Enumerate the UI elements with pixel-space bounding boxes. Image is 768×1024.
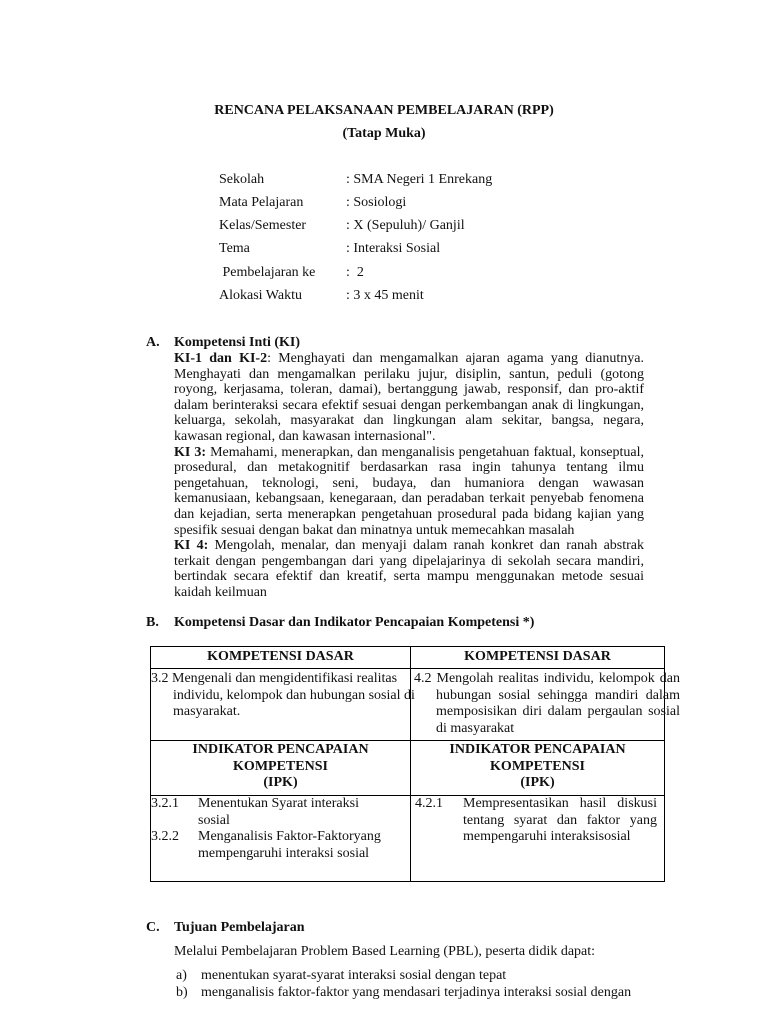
document-title: RENCANA PELAKSANAAN PEMBELAJARAN (RPP) — [214, 103, 554, 118]
ipk-number: 3.2.1 — [151, 796, 179, 811]
ipk-header-line: KOMPETENSI — [490, 758, 585, 774]
ipk-text: Mempresentasikan hasil diskusi tentang syarat dan faktor yang mempengaruhi interaksisosial — [463, 796, 657, 844]
ki-text: Mengolah, menalar, dan menyaji dalam ranah konkret dan ranah abstrak terkait dengan pengembangan dari yang dipelajarinya di sekolah secara mandiri, bertindak secara efektif dan kreatif, serta mampu menggunakan metode sesuai kaidah keilmuan — [174, 538, 645, 600]
section-title: Kompetensi Inti (KI) — [174, 335, 300, 350]
section-a-heading — [146, 335, 300, 351]
competency-table — [150, 646, 681, 882]
kd-text: Mengenali dan mengidentifikasi realitas individu, kelompok dan hubungan sosial di masyarakat. — [172, 671, 415, 719]
identity-label: Mata Pelajaran — [219, 195, 304, 210]
kd-number: 3.2 — [151, 671, 169, 686]
ipk-number: 3.2.2 — [151, 829, 179, 844]
ki-label: KI 3: — [174, 444, 207, 460]
identity-value: : SMA Negeri 1 Enrekang — [346, 172, 493, 187]
ki-text: : Menghayati dan mengamalkan ajaran agama yang dianutnya. Menghayati dan mengamalkan perilaku jujur, disiplin, santun, peduli (gotong royong, kerjasama, toleran, damai), bertanggung jawab, responsif, dan pro-aktif dalam berinteraksi secara efektif sesuai dengan perkembangan anak di lingkungan, keluarga, sekolah, masyarakat dan lingkungan alam sekitar, bangsa, negara, kawasan regional, dan kawasan internasional". — [174, 351, 644, 444]
section-c-heading — [146, 920, 305, 936]
identity-value: : 2 — [346, 265, 364, 280]
ki-3-paragraph — [174, 445, 644, 539]
kd-header-right: KOMPETENSI DASAR — [464, 649, 611, 664]
ipk-header-right — [411, 742, 664, 792]
identity-value: : X (Sepuluh)/ Ganjil — [346, 218, 465, 233]
ipk-number: 4.2.1 — [415, 796, 443, 811]
section-letter: B. — [146, 615, 159, 630]
ipk-left-item — [151, 829, 409, 862]
section-b-heading — [146, 615, 534, 631]
identity-label: Pembelajaran ke — [219, 265, 316, 280]
ipk-header-line: (IPK) — [263, 775, 298, 790]
section-letter: A. — [146, 335, 160, 350]
kd-text: Mengolah realitas individu, kelompok dan hubungan sosial sehingga mandiri dalam memposisikan diri dalam pergaulan sosial di masyarakat — [436, 671, 681, 736]
objective-item — [176, 985, 631, 1001]
ipk-text: Menentukan Syarat interaksi sosial — [198, 796, 359, 828]
ipk-header-line: INDIKATOR PENCAPAIAN — [449, 742, 626, 757]
objective-text: menentukan syarat-syarat interaksi sosial dengan tepat — [201, 968, 507, 983]
ipk-header-line: INDIKATOR PENCAPAIAN — [192, 742, 369, 757]
identity-value: : Sosiologi — [346, 195, 407, 210]
kd-left-cell — [151, 671, 429, 721]
objective-text: menganalisis faktor-faktor yang mendasari terjadinya interaksi sosial dengan — [201, 985, 632, 1000]
objective-item — [176, 968, 506, 984]
table-row-divider — [151, 740, 664, 741]
section-title: Tujuan Pembelajaran — [174, 920, 305, 935]
identity-label: Kelas/Semester — [219, 218, 307, 233]
ipk-header-line: KOMPETENSI — [233, 758, 328, 774]
identity-label: Sekolah — [219, 172, 265, 187]
objective-marker: b) — [176, 985, 188, 1000]
ipk-header-left — [151, 742, 410, 792]
ipk-left-item — [151, 796, 409, 829]
ipk-header-line: (IPK) — [520, 775, 555, 790]
objectives-intro: Melalui Pembelajaran Problem Based Learning (PBL), peserta didik dapat: — [174, 944, 596, 959]
kd-right-cell — [414, 671, 680, 737]
ipk-text: Menganalisis Faktor-Faktoryang mempengaruhi interaksi sosial — [198, 829, 381, 861]
table-row-divider — [151, 668, 664, 669]
document-subtitle: (Tatap Muka) — [342, 126, 426, 141]
section-title: Kompetensi Dasar dan Indikator Pencapaian Kompetensi *) — [174, 615, 535, 630]
objective-marker: a) — [176, 968, 187, 983]
ki-label: KI 4: — [174, 538, 209, 554]
section-a-body — [174, 351, 644, 601]
ipk-right-item — [415, 796, 661, 846]
identity-label: Alokasi Waktu — [219, 288, 302, 303]
identity-value: : 3 x 45 menit — [346, 288, 424, 303]
ki-4-paragraph — [174, 538, 644, 600]
ki-label: KI-1 dan KI-2 — [174, 351, 268, 366]
kd-number: 4.2 — [414, 671, 432, 686]
kd-header-left: KOMPETENSI DASAR — [207, 649, 354, 664]
identity-label: Tema — [219, 241, 250, 256]
section-letter: C. — [146, 920, 160, 935]
ki-1-2-paragraph — [174, 351, 644, 445]
ki-text: Memahami, menerapkan, dan menganalisis pengetahuan faktual, konseptual, prosedural, dan metakognitif berdasarkan rasa ingin tahunya tentang ilmu pengetahuan, teknologi, seni, budaya, dan humaniora dengan wawasan kemanusiaan, kebangsaan, kenegaraan, dan peradaban terkait penyebab fenomena dan kejadian, serta menerapkan pengetahuan prosedural pada bidang kajian yang spesifik sesuai dengan bakat dan minatnya untuk memecahkan masalah — [174, 444, 644, 538]
identity-value: : Interaksi Sosial — [346, 241, 441, 256]
